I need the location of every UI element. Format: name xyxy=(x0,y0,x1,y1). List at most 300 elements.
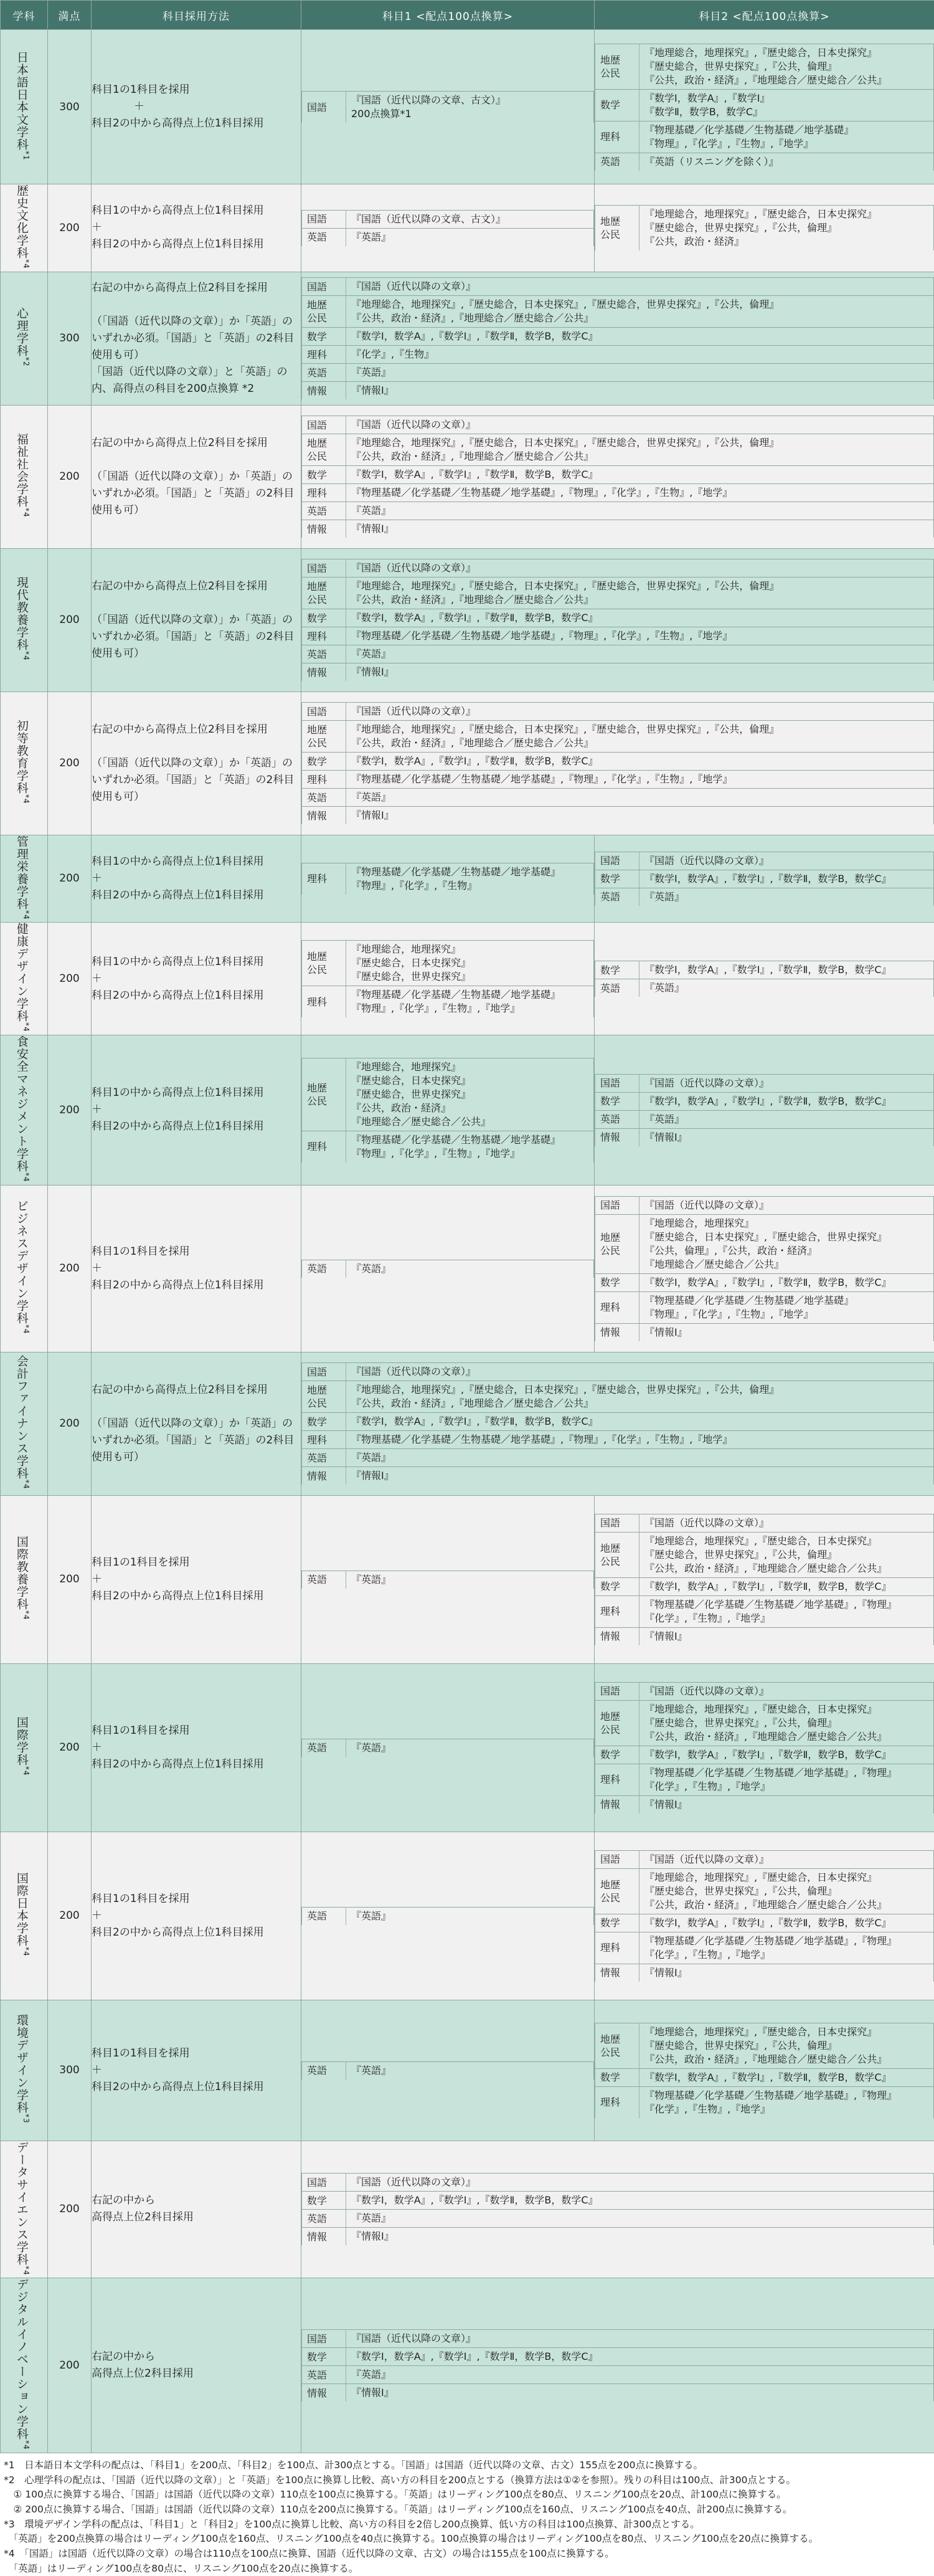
subject-detail: 『物理基礎／化学基礎／生物基礎／地学基礎』 『物理』,『化学』,『生物』,『地学』 xyxy=(639,121,934,153)
subject-detail: 『数学Ⅰ，数学A』,『数学Ⅰ』,『数学Ⅱ，数学B，数学C』 xyxy=(346,609,934,627)
footnote-line: ① 100点に換算する場合、「国語」は国語（近代以降の文章）110点を100点に換算する。「英語」はリーディング100点を80点、リスニング100点を20点、計100点に換算する。 xyxy=(4,2488,930,2502)
subject-category: 理科 xyxy=(595,1764,639,1795)
subject-detail: 『情報Ⅰ』 xyxy=(639,1128,934,1146)
department-cell xyxy=(1,1663,48,1832)
subject-detail: 『数学Ⅰ，数学A』,『数学Ⅰ』 『数学Ⅱ，数学B，数学C』 xyxy=(639,89,934,121)
subject2-cell xyxy=(595,1495,934,1663)
subjects-list xyxy=(301,277,934,399)
footnote-line: 「英語」を200点換算の場合はリーディング100点を160点、リスニング100点を40点に換算する。100点換算の場合はリーディング100点を80点、リスニング100点を20点に換算する。 xyxy=(4,2532,930,2547)
subject-detail: 『地理総合，地理探究』,『歴史総合，日本史探究』,『歴史総合，世界史探究』,『公共，倫理』 『公共，政治・経済』,『地理総合／歴史総合／公共』 xyxy=(346,721,934,753)
subject-detail: 『物理基礎／化学基礎／生物基礎／地学基礎』,『物理』,『化学』,『生物』,『地学』 xyxy=(346,1431,934,1449)
department-cell xyxy=(1,1035,48,1185)
department-name-wrap xyxy=(15,184,33,269)
adoption-method: 科目1の1科目を採用 ＋ 科目2の中から高得点上位1科目採用 xyxy=(92,1663,301,1832)
department-name-wrap xyxy=(15,1200,33,1334)
department-note-mark: *1 xyxy=(22,151,31,161)
subject-detail: 『情報Ⅰ』 xyxy=(639,1795,934,1813)
subject2-row xyxy=(595,979,934,997)
subject-detail: 『地理総合，地理探究』,『歴史総合，日本史探究』 『歴史総合，世界史探究』,『公共，倫理』 『公共，政治・経済』,『地理総合／歴史総合／公共』 xyxy=(639,2023,934,2068)
subjects-list xyxy=(301,702,934,824)
subject-detail: 『英語』 xyxy=(346,789,934,807)
adoption-method: 科目1の中から高得点上位1科目採用 ＋ 科目2の中から高得点上位1科目採用 xyxy=(92,835,301,923)
max-score: 300 xyxy=(48,272,92,405)
subjects-combined-cell xyxy=(301,272,934,405)
subject-detail: 『英語』 xyxy=(346,645,934,663)
table-row xyxy=(1,184,934,272)
table-row xyxy=(1,2000,934,2141)
subject2-list xyxy=(595,205,934,250)
subject-category: 数学 xyxy=(595,89,639,121)
subjects-combined-cell xyxy=(301,692,934,835)
subject-detail: 『国語（近代以降の文章）』 xyxy=(639,1682,934,1700)
subject-category: 数学 xyxy=(302,2192,346,2210)
subject-detail: 『情報Ⅰ』 xyxy=(346,1467,934,1485)
subject-category: 情報 xyxy=(595,1627,639,1645)
department-name: 心理学科 xyxy=(15,307,29,357)
subject2-list xyxy=(595,1514,934,1645)
subjects-row xyxy=(302,703,934,721)
subjects-row xyxy=(302,364,934,382)
table-row xyxy=(1,1663,934,1832)
subject-detail: 『数学Ⅰ，数学A』,『数学Ⅰ』,『数学Ⅱ，数学B，数学C』 xyxy=(639,1273,934,1291)
subjects-row xyxy=(302,577,934,609)
subject-detail: 『英語』 xyxy=(639,888,934,906)
subject-detail: 『物理基礎／化学基礎／生物基礎／地学基礎』,『物理』 『化学』,『生物』,『地学』 xyxy=(639,1932,934,1964)
subject-category: 理科 xyxy=(302,863,346,895)
subjects-row xyxy=(302,382,934,400)
subject-category: 情報 xyxy=(595,1795,639,1813)
subject-category: 理科 xyxy=(302,346,346,364)
max-score: 200 xyxy=(48,1832,92,2000)
department-note-mark: *4 xyxy=(22,1324,31,1334)
subject-category: 数学 xyxy=(595,1092,639,1110)
subject-category: 地歴 公民 xyxy=(302,296,346,328)
subject2-row xyxy=(595,1850,934,1868)
subject-detail: 『国語（近代以降の文章）』 xyxy=(639,1074,934,1092)
department-name-wrap xyxy=(15,2141,33,2276)
subjects-combined-cell xyxy=(301,2278,934,2453)
subject2-cell xyxy=(595,1663,934,1832)
subjects-row xyxy=(302,1413,934,1431)
subject2-cell xyxy=(595,1035,934,1185)
subject-detail: 『数学Ⅰ，数学A』,『数学Ⅰ』,『数学Ⅱ，数学B，数学C』 xyxy=(346,2192,934,2210)
subject-category: 国語 xyxy=(302,210,346,228)
subject2-list xyxy=(595,1682,934,1813)
department-name: ビジネスデザイン学科 xyxy=(15,1200,29,1324)
subject-category: 情報 xyxy=(595,1964,639,1982)
department-note-mark: *4 xyxy=(22,259,31,269)
department-name: 初等教育学科 xyxy=(15,720,29,794)
adoption-method: 科目1の中から高得点上位1科目採用 ＋ 科目2の中から高得点上位1科目採用 xyxy=(92,923,301,1035)
department-note-mark: *4 xyxy=(22,508,31,518)
subject-detail: 『国語（近代以降の文章、古文）』 200点換算*1 xyxy=(346,92,594,123)
subject-detail: 『地理総合，地理探究』 『歴史総合，日本史探究』 『歴史総合，世界史探究』 『公共，政治・経済』 『地理総合／歴史総合／公共』 xyxy=(346,1058,594,1131)
subjects-row xyxy=(302,609,934,627)
department-note-mark: *4 xyxy=(22,651,31,661)
subject-detail: 『英語（リスニングを除く）』 xyxy=(639,153,934,171)
subject2-row xyxy=(595,852,934,870)
subject-category: 地歴 公民 xyxy=(595,1700,639,1746)
subject-detail: 『英語』 xyxy=(346,2210,934,2228)
table-header-row xyxy=(1,1,934,30)
table-row xyxy=(1,1035,934,1185)
subject2-row xyxy=(595,1964,934,1982)
subject1-cell xyxy=(301,1832,595,2000)
department-name-wrap xyxy=(15,835,33,920)
header-max: 満点 xyxy=(48,1,92,30)
subjects-row xyxy=(302,2384,934,2402)
subject-category: 地歴 公民 xyxy=(595,1868,639,1914)
footnotes xyxy=(0,2453,934,2576)
department-cell xyxy=(1,1832,48,2000)
subject2-cell xyxy=(595,184,934,272)
subject-category: 数学 xyxy=(302,609,346,627)
subject2-list xyxy=(595,1074,934,1146)
subject2-cell xyxy=(595,2000,934,2141)
subject-detail: 『数学Ⅰ，数学A』,『数学Ⅰ』,『数学Ⅱ，数学B，数学C』 xyxy=(639,1914,934,1932)
max-score: 200 xyxy=(48,1495,92,1663)
adoption-method: 科目1の1科目を採用 ＋ 科目2の中から高得点上位1科目採用 xyxy=(92,30,301,184)
subjects-list xyxy=(301,559,934,681)
header-subject2: 科目2 <配点100点換算> xyxy=(595,1,934,30)
subject1-list xyxy=(301,2061,594,2079)
subject-category: 数学 xyxy=(595,870,639,888)
subjects-combined-cell xyxy=(301,548,934,692)
subjects-row xyxy=(302,2330,934,2348)
subject1-row xyxy=(302,228,594,246)
subject1-row xyxy=(302,863,594,895)
subject2-row xyxy=(595,1746,934,1764)
subject-detail: 『英語』 xyxy=(346,228,594,246)
subject-category: 情報 xyxy=(302,2384,346,2402)
subject-category: 地歴 公民 xyxy=(302,1058,346,1131)
subject-category: 国語 xyxy=(302,2174,346,2192)
department-name: 環境デザイン学科 xyxy=(15,2014,29,2114)
department-name: 会計ファイナンス学科 xyxy=(15,1355,29,1480)
department-name-wrap xyxy=(15,1716,33,1776)
subject1-cell xyxy=(301,184,595,272)
subjects-row xyxy=(302,2228,934,2246)
subject-category: 国語 xyxy=(302,703,346,721)
subjects-row xyxy=(302,721,934,753)
subject2-row xyxy=(595,1092,934,1110)
subject-category: 国語 xyxy=(595,852,639,870)
subject-category: 地歴 公民 xyxy=(302,434,346,466)
table-row xyxy=(1,405,934,548)
subjects-row xyxy=(302,2348,934,2366)
subject2-row xyxy=(595,1128,934,1146)
subjects-row xyxy=(302,1381,934,1413)
subject-category: 理科 xyxy=(302,627,346,645)
department-cell xyxy=(1,548,48,692)
subject-category: 国語 xyxy=(302,1363,346,1381)
subject-detail: 『物理基礎／化学基礎／生物基礎／地学基礎』,『物理』,『化学』,『生物』,『地学』 xyxy=(346,627,934,645)
subject1-row xyxy=(302,92,594,123)
subject-detail: 『情報Ⅰ』 xyxy=(346,807,934,825)
department-name-wrap xyxy=(15,307,33,367)
max-score: 200 xyxy=(48,692,92,835)
subject-detail: 『英語』 xyxy=(639,979,934,997)
subject-detail: 『国語（近代以降の文章）』 xyxy=(346,559,934,577)
subjects-row xyxy=(302,484,934,502)
subject-detail: 『地理総合，地理探究』,『歴史総合，日本史探究』,『歴史総合，世界史探究』,『公共，倫理』 『公共，政治・経済』,『地理総合／歴史総合／公共』 xyxy=(346,1381,934,1413)
subjects-row xyxy=(302,416,934,434)
subject-detail: 『情報Ⅰ』 xyxy=(639,1627,934,1645)
subjects-row xyxy=(302,466,934,484)
subject-category: 英語 xyxy=(302,2210,346,2228)
subject-category: 地歴 公民 xyxy=(595,2023,639,2068)
subject-category: 理科 xyxy=(302,771,346,789)
subject1-list xyxy=(301,940,594,1017)
subject2-row xyxy=(595,1323,934,1341)
subject-category: 国語 xyxy=(302,278,346,296)
subject-detail: 『地理総合，地理探究』,『歴史総合，日本史探究』 『歴史総合，世界史探究』,『公共，倫理』 『公共，政治・経済』,『地理総合／歴史総合／公共』 xyxy=(639,1532,934,1577)
subject-detail: 『国語（近代以降の文章）』 xyxy=(346,416,934,434)
adoption-method: 右記の中から高得点上位2科目を採用 （「国語（近代以降の文章）」か「英語」のいずれか必須。「国語」と「英語」の2科目使用も可） xyxy=(92,548,301,692)
department-name-wrap xyxy=(15,720,33,804)
department-name-wrap xyxy=(15,51,33,161)
subject-detail: 『物理基礎／化学基礎／生物基礎／地学基礎』 『物理』,『化学』,『生物』,『地学』 xyxy=(346,1131,594,1162)
max-score: 200 xyxy=(48,1035,92,1185)
subject1-list xyxy=(301,91,594,123)
max-score: 200 xyxy=(48,405,92,548)
subject1-cell xyxy=(301,1035,595,1185)
subjects-combined-cell xyxy=(301,1352,934,1495)
subject2-row xyxy=(595,206,934,251)
subject-detail: 『地理総合，地理探究』,『歴史総合，日本史探究』,『歴史総合，世界史探究』,『公共，倫理』 『公共，政治・経済』,『地理総合／歴史総合／公共』 xyxy=(346,434,934,466)
subjects-row xyxy=(302,520,934,538)
subject1-row xyxy=(302,941,594,986)
subject-detail: 『化学』,『生物』 xyxy=(346,346,934,364)
subject-detail: 『物理基礎／化学基礎／生物基礎／地学基礎』,『物理』 『化学』,『生物』,『地学』 xyxy=(639,2086,934,2118)
table-row xyxy=(1,923,934,1035)
subjects-row xyxy=(302,645,934,663)
subject-category: 国語 xyxy=(302,2330,346,2348)
subjects-row xyxy=(302,663,934,682)
subject2-list xyxy=(595,44,934,171)
subject1-row xyxy=(302,986,594,1018)
table-row xyxy=(1,2141,934,2278)
subject-category: 理科 xyxy=(595,1932,639,1964)
table-row xyxy=(1,548,934,692)
subjects-row xyxy=(302,627,934,645)
subject-detail: 『国語（近代以降の文章）』 xyxy=(639,1850,934,1868)
subject-category: 数学 xyxy=(302,328,346,346)
subject-detail: 『地理総合，地理探究』,『歴史総合，日本史探究』 『歴史総合，世界史探究』,『公共，倫理』 『公共，政治・経済』,『地理総合／歴史総合／公共』 xyxy=(639,1700,934,1746)
subject-detail: 『国語（近代以降の文章）』 xyxy=(639,1514,934,1532)
max-score: 200 xyxy=(48,835,92,923)
max-score: 200 xyxy=(48,548,92,692)
max-score: 300 xyxy=(48,2000,92,2141)
subject-detail: 『物理基礎／化学基礎／生物基礎／地学基礎』,『物理』,『化学』,『生物』,『地学』 xyxy=(346,484,934,502)
adoption-method: 右記の中から高得点上位2科目を採用 （「国語（近代以降の文章）」か「英語」のいずれか必須。「国語」と「英語」の2科目使用も可） xyxy=(92,1352,301,1495)
table-row xyxy=(1,1185,934,1352)
subjects-row xyxy=(302,278,934,296)
department-name: 国際教養学科 xyxy=(15,1536,29,1610)
subject1-list xyxy=(301,210,594,246)
table-row xyxy=(1,1495,934,1663)
footnote-line: *3 環境デザイン学科の配点は、「科目1」と「科目2」を100点に換算し比較、高い方の科目を2倍し200点換算、低い方の科目は100点換算、計300点とする。 xyxy=(4,2517,930,2532)
department-cell xyxy=(1,2278,48,2453)
subject2-row xyxy=(595,2068,934,2086)
subject2-cell xyxy=(595,923,934,1035)
subject-detail: 『数学Ⅰ，数学A』,『数学Ⅰ』,『数学Ⅱ，数学B，数学C』 xyxy=(639,870,934,888)
department-name-wrap xyxy=(15,2278,33,2450)
header-subject1: 科目1 <配点100点換算> xyxy=(301,1,595,30)
subject1-list xyxy=(301,1260,594,1278)
subject1-row xyxy=(302,1907,594,1925)
adoption-method: 科目1の1科目を採用 ＋ 科目2の中から高得点上位1科目採用 xyxy=(92,2000,301,2141)
subject-category: 英語 xyxy=(302,1260,346,1278)
max-score: 300 xyxy=(48,30,92,184)
subjects-row xyxy=(302,1431,934,1449)
subject1-cell xyxy=(301,1495,595,1663)
subject-category: 英語 xyxy=(302,2061,346,2079)
subject-category: 情報 xyxy=(302,382,346,400)
department-note-mark: *4 xyxy=(22,2266,31,2276)
subjects-row xyxy=(302,2192,934,2210)
subject-category: 地歴 公民 xyxy=(302,577,346,609)
subject-detail: 『物理基礎／化学基礎／生物基礎／地学基礎』 『物理』,『化学』,『生物』,『地学』 xyxy=(639,1291,934,1323)
department-name: 福祉社会学科 xyxy=(15,433,29,508)
subject2-row xyxy=(595,1682,934,1700)
subject-detail: 『情報Ⅰ』 xyxy=(639,1964,934,1982)
subject2-list xyxy=(595,961,934,997)
adoption-method: 科目1の中から高得点上位1科目採用 ＋ 科目2の中から高得点上位1科目採用 xyxy=(92,1035,301,1185)
subjects-row xyxy=(302,328,934,346)
subject-category: 数学 xyxy=(595,1914,639,1932)
table-row xyxy=(1,692,934,835)
max-score: 200 xyxy=(48,1352,92,1495)
department-cell xyxy=(1,2141,48,2278)
department-cell xyxy=(1,272,48,405)
subject2-row xyxy=(595,1868,934,1914)
adoption-method: 右記の中から高得点上位2科目を採用 （「国語（近代以降の文章）」か「英語」のいずれか必須。「国語」と「英語」の2科目使用も可） xyxy=(92,405,301,548)
subject-detail: 『数学Ⅰ，数学A』,『数学Ⅰ』,『数学Ⅱ，数学B，数学C』 xyxy=(346,753,934,771)
subject1-cell xyxy=(301,835,595,923)
subject2-row xyxy=(595,1795,934,1813)
subject-category: 数学 xyxy=(595,1577,639,1595)
subject-detail: 『英語』 xyxy=(346,502,934,520)
subject2-row xyxy=(595,1514,934,1532)
subject-detail: 『英語』 xyxy=(346,1260,594,1278)
adoption-method: 科目1の1科目を採用 ＋ 科目2の中から高得点上位1科目採用 xyxy=(92,1832,301,2000)
subject1-row xyxy=(302,1131,594,1162)
department-cell xyxy=(1,923,48,1035)
subject-category: 英語 xyxy=(302,228,346,246)
subject-detail: 『物理基礎／化学基礎／生物基礎／地学基礎』 『物理』,『化学』,『生物』 xyxy=(346,863,594,895)
subject-detail: 『地理総合，地理探究』,『歴史総合，日本史探究』,『歴史総合，世界史探究』,『公共，倫理』 『公共，政治・経済』,『地理総合／歴史総合／公共』 xyxy=(346,577,934,609)
subject-category: 地歴 公民 xyxy=(595,1532,639,1577)
table-row xyxy=(1,2278,934,2453)
footnote-line: *4 「国語」は国語（近代以降の文章）の場合は110点を100点に換算、国語（近代以降の文章、古文）の場合は155点を100点に換算する。 xyxy=(4,2547,930,2562)
subject-category: 理科 xyxy=(302,484,346,502)
max-score: 200 xyxy=(48,923,92,1035)
subject1-cell xyxy=(301,1185,595,1352)
department-name-wrap xyxy=(15,1035,33,1182)
subject2-row xyxy=(595,1595,934,1627)
subject1-row xyxy=(302,1260,594,1278)
department-cell xyxy=(1,184,48,272)
department-note-mark: *4 xyxy=(22,1480,31,1490)
subjects-combined-cell xyxy=(301,405,934,548)
subject2-row xyxy=(595,2086,934,2118)
department-name: 国際日本学科 xyxy=(15,1872,29,1947)
subject-category: 情報 xyxy=(302,1467,346,1485)
subject-detail: 『国語（近代以降の文章）』 xyxy=(346,703,934,721)
subjects-list xyxy=(301,2329,934,2402)
subject-detail: 『国語（近代以降の文章）』 xyxy=(346,2330,934,2348)
subject2-cell xyxy=(595,1832,934,2000)
subjects-list xyxy=(301,2173,934,2245)
subject-detail: 『物理基礎／化学基礎／生物基礎／地学基礎』,『物理』 『化学』,『生物』,『地学』 xyxy=(639,1764,934,1795)
subjects-combined-cell xyxy=(301,2141,934,2278)
subject2-row xyxy=(595,89,934,121)
subject1-row xyxy=(302,1058,594,1131)
adoption-method: 科目1の1科目を採用 ＋ 科目2の中から高得点上位1科目採用 xyxy=(92,1495,301,1663)
subject-detail: 『英語』 xyxy=(346,2061,594,2079)
subject2-row xyxy=(595,153,934,171)
subject-category: 数学 xyxy=(302,466,346,484)
max-score: 200 xyxy=(48,2278,92,2453)
subject1-cell xyxy=(301,30,595,184)
subject-category: 理科 xyxy=(302,1431,346,1449)
subject-detail: 『物理基礎／化学基礎／生物基礎／地学基礎』,『物理』,『化学』,『生物』,『地学』 xyxy=(346,771,934,789)
subject-detail: 『国語（近代以降の文章、古文）』 xyxy=(346,210,594,228)
department-name-wrap xyxy=(15,433,33,518)
subject2-row xyxy=(595,1932,934,1964)
subject-category: 英語 xyxy=(302,2366,346,2384)
department-note-mark: *4 xyxy=(22,1172,31,1182)
department-note-mark: *3 xyxy=(22,2114,31,2124)
department-cell xyxy=(1,692,48,835)
department-name-wrap xyxy=(15,923,33,1032)
subjects-row xyxy=(302,434,934,466)
subject-detail: 『国語（近代以降の文章）』 xyxy=(639,852,934,870)
department-cell xyxy=(1,405,48,548)
subject-category: 英語 xyxy=(595,1110,639,1128)
subject-category: 英語 xyxy=(302,789,346,807)
department-cell xyxy=(1,30,48,184)
subject-category: 理科 xyxy=(595,1595,639,1627)
department-note-mark: *4 xyxy=(22,1022,31,1032)
subject-detail: 『地理総合，地理探究』 『歴史総合，日本史探究』 『歴史総合，世界史探究』 xyxy=(346,941,594,986)
subject1-list xyxy=(301,1058,594,1162)
max-score: 200 xyxy=(48,1185,92,1352)
subject-detail: 『数学Ⅰ，数学A』,『数学Ⅰ』,『数学Ⅱ，数学B，数学C』 xyxy=(639,2068,934,2086)
subject-category: 数学 xyxy=(595,961,639,979)
subject2-row xyxy=(595,1700,934,1746)
subjects-list xyxy=(301,1362,934,1485)
department-note-mark: *2 xyxy=(22,357,31,367)
subject-detail: 『数学Ⅰ，数学A』,『数学Ⅰ』,『数学Ⅱ，数学B，数学C』 xyxy=(639,1092,934,1110)
subject-category: 英語 xyxy=(595,888,639,906)
subject-detail: 『地理総合，地理探究』 『歴史総合，日本史探究』,『歴史総合，世界史探究』 『公共，倫理』,『公共，政治・経済』 『地理総合／歴史総合／公共』 xyxy=(639,1214,934,1273)
subject-detail: 『数学Ⅰ，数学A』,『数学Ⅰ』,『数学Ⅱ，数学B，数学C』 xyxy=(346,328,934,346)
table-row xyxy=(1,272,934,405)
subject-category: 数学 xyxy=(595,1746,639,1764)
max-score: 200 xyxy=(48,2141,92,2278)
subjects-row xyxy=(302,296,934,328)
subject-category: 国語 xyxy=(595,1850,639,1868)
subject-category: 地歴 公民 xyxy=(302,941,346,986)
footnote-line: 「英語」はリーディング100点を80点に、リスニング100点を20点に換算する。 xyxy=(4,2562,930,2576)
subject-category: 情報 xyxy=(302,520,346,538)
header-method: 科目採用方法 xyxy=(92,1,301,30)
subjects-row xyxy=(302,753,934,771)
department-cell xyxy=(1,835,48,923)
department-name: 国際学科 xyxy=(15,1716,29,1766)
